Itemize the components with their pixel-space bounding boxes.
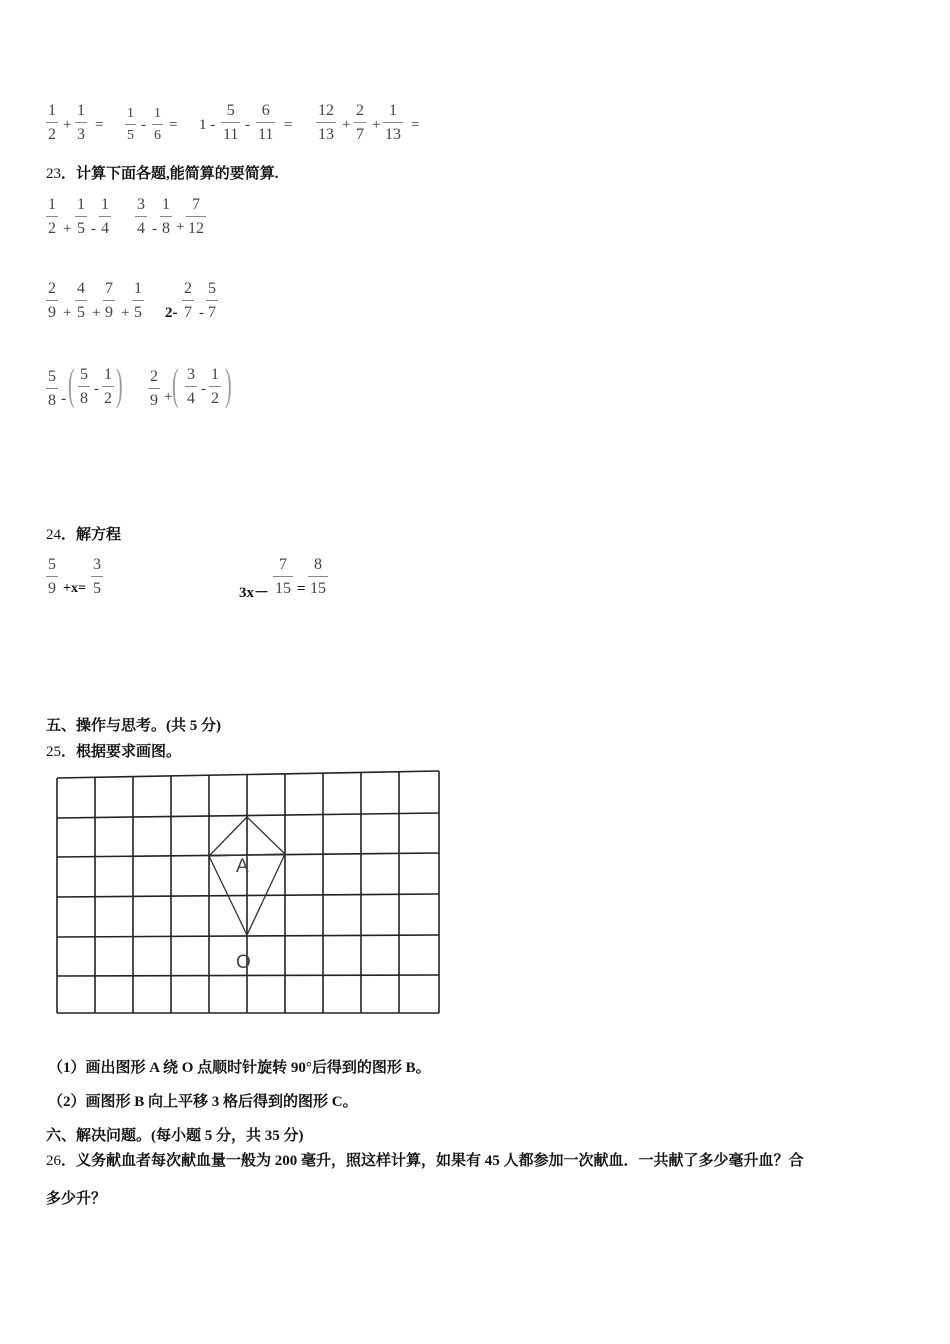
fraction <box>182 281 194 321</box>
denominator: 5 <box>93 580 101 597</box>
fraction <box>308 557 328 597</box>
denominator: 2 <box>48 220 56 237</box>
numerator: 5 <box>208 280 216 297</box>
numerator: 4 <box>77 280 85 297</box>
denominator: 13 <box>385 126 401 143</box>
question-24-heading <box>46 523 121 544</box>
denominator: 7 <box>356 126 364 143</box>
operator: - <box>61 391 66 407</box>
denominator: 9 <box>48 304 56 321</box>
denominator: 9 <box>105 304 113 321</box>
operator: + <box>121 305 130 321</box>
operator: + <box>63 221 72 237</box>
denominator: 12 <box>188 220 204 237</box>
fraction <box>99 197 111 237</box>
denominator: 13 <box>318 126 334 143</box>
fraction <box>132 281 144 321</box>
denominator: 2 <box>48 126 56 143</box>
question-23-heading <box>46 162 279 183</box>
fraction <box>46 557 58 597</box>
fraction <box>185 367 197 407</box>
operator: + <box>63 305 72 321</box>
numerator: 3 <box>137 196 145 213</box>
equals: = <box>95 117 104 133</box>
denominator: 2 <box>104 390 112 407</box>
right-paren: ) <box>225 360 232 409</box>
fraction <box>186 197 206 237</box>
numerator: 3 <box>187 366 195 383</box>
denominator: 5 <box>77 220 85 237</box>
fraction <box>316 103 336 143</box>
operator: - <box>152 221 157 237</box>
equation-middle: +x= <box>63 581 86 596</box>
fraction <box>354 103 366 143</box>
section-6-title: 六、解决问题。(每小题 5 分，共 35 分) <box>46 1128 304 1144</box>
denominator: 9 <box>48 580 56 597</box>
fraction <box>75 281 87 321</box>
numerator: 1 <box>77 102 85 119</box>
question-text: ．义务献血者每次献血量一般为 200 毫升，照这样计算，如果有 45 人都参加一次献血．一共献了多少毫升血？合 <box>61 1153 804 1169</box>
numerator: 7 <box>192 196 200 213</box>
left-paren: ( <box>172 360 179 409</box>
numerator: 1 <box>154 106 161 121</box>
fraction <box>46 369 58 409</box>
numerator: 5 <box>48 556 56 573</box>
denominator: 7 <box>184 304 192 321</box>
numerator: 12 <box>318 102 334 119</box>
denominator: 9 <box>150 392 158 409</box>
numerator: 1 <box>104 366 112 383</box>
lead: 3x－ <box>239 585 270 601</box>
numerator: 6 <box>261 102 270 119</box>
operator: - <box>199 305 204 321</box>
denominator: 8 <box>48 392 56 409</box>
fraction <box>206 281 218 321</box>
right-paren: ) <box>116 360 123 409</box>
numerator: 7 <box>105 280 113 297</box>
fraction <box>135 197 147 237</box>
denominator: 5 <box>77 304 85 321</box>
question-number: 25 <box>46 744 61 760</box>
question-title: ．解方程 <box>61 527 122 543</box>
numerator: 5 <box>48 368 56 385</box>
label-o: O <box>236 952 251 973</box>
operator: + <box>342 117 351 133</box>
denominator: 15 <box>275 580 291 597</box>
numerator: 5 <box>226 102 235 119</box>
numerator: 1 <box>162 196 170 213</box>
denominator: 4 <box>101 220 109 237</box>
fraction <box>383 103 403 143</box>
numerator: 2 <box>150 368 158 385</box>
q25-subquestion-2: （2）画图形 B 向上平移 3 格后得到的图形 C。 <box>48 1094 358 1110</box>
denominator: 7 <box>208 304 216 321</box>
numerator: 3 <box>93 556 101 573</box>
denominator: 3 <box>77 126 85 143</box>
equals: = <box>411 117 420 133</box>
numerator: 1 <box>389 102 397 119</box>
numerator: 1 <box>48 196 56 213</box>
question-number: 24 <box>46 527 61 543</box>
question-26-continuation: 多少升？ <box>46 1191 107 1207</box>
fraction <box>46 103 58 143</box>
denominator: 11 <box>223 126 239 143</box>
fraction <box>78 367 90 407</box>
question-25-heading <box>46 740 181 761</box>
numerator: 7 <box>279 556 287 573</box>
numerator: 2 <box>184 280 192 297</box>
numerator: 1 <box>127 106 134 121</box>
fraction <box>256 103 275 143</box>
section-5-title: 五、操作与思考。(共 5 分) <box>46 718 221 734</box>
numerator: 2 <box>48 280 56 297</box>
denominator: 5 <box>134 304 142 321</box>
fraction <box>75 197 87 237</box>
denominator: 11 <box>258 126 274 143</box>
fraction <box>46 197 58 237</box>
operator: - <box>94 381 99 397</box>
fraction <box>221 103 240 143</box>
numerator: 1 <box>48 102 56 119</box>
fraction <box>209 367 221 407</box>
fraction <box>152 107 163 143</box>
question-26-heading <box>46 1149 906 1170</box>
operator: + <box>176 219 185 235</box>
numerator: 1 <box>211 366 219 383</box>
fraction <box>125 107 136 143</box>
denominator: 8 <box>162 220 170 237</box>
numerator: 8 <box>314 556 322 573</box>
numerator: 1 <box>134 280 142 297</box>
operator: + <box>164 389 173 405</box>
numerator: 1 <box>77 196 85 213</box>
fraction <box>160 197 172 237</box>
lead: 2- <box>165 305 178 321</box>
question-number: 26 <box>46 1153 61 1169</box>
operator: - <box>245 117 250 133</box>
denominator: 6 <box>154 128 161 143</box>
grid-lines <box>57 771 439 1013</box>
equals: = <box>284 117 293 133</box>
operator: + <box>63 117 72 133</box>
fraction <box>103 281 115 321</box>
equals: = <box>169 117 178 133</box>
denominator: 8 <box>80 390 88 407</box>
q25-subquestion-1: （1）画出图形 A 绕 O 点顺时针旋转 90°后得到的图形 B。 <box>48 1060 431 1076</box>
numerator: 1 <box>101 196 109 213</box>
question-number: 23 <box>46 166 61 182</box>
grid-figure <box>50 765 460 1020</box>
denominator: 4 <box>187 390 195 407</box>
fraction <box>75 103 87 143</box>
fraction <box>102 367 114 407</box>
numerator: 2 <box>356 102 364 119</box>
label-a: A <box>236 856 249 877</box>
denominator: 2 <box>211 390 219 407</box>
lead: 1 - <box>199 117 216 133</box>
denominator: 15 <box>310 580 326 597</box>
fraction <box>46 281 58 321</box>
left-paren: ( <box>68 360 75 409</box>
denominator: 5 <box>127 128 134 143</box>
operator: - <box>91 221 96 237</box>
question-title: ．根据要求画图。 <box>61 744 182 760</box>
fraction <box>91 557 103 597</box>
operator: + <box>372 117 381 133</box>
operator: + <box>92 305 101 321</box>
denominator: 4 <box>137 220 145 237</box>
fraction <box>148 369 160 409</box>
question-title: ．计算下面各题,能简算的要简算. <box>61 166 279 182</box>
operator: - <box>201 381 206 397</box>
numerator: 5 <box>80 366 88 383</box>
fraction <box>273 557 293 597</box>
operator: - <box>141 117 146 133</box>
equals: = <box>297 581 306 597</box>
